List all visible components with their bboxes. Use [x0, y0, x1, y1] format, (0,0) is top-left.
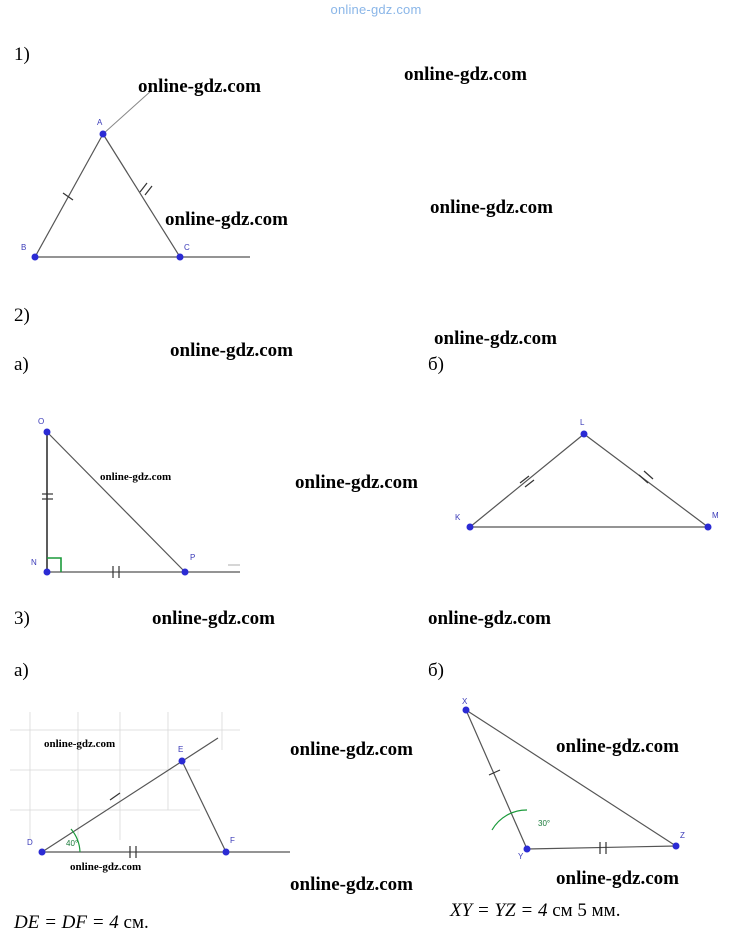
point-label-c: C: [184, 243, 190, 252]
point-label-e: E: [178, 745, 184, 754]
watermark-6: online-gdz.com: [434, 328, 557, 349]
point-label-m: M: [712, 511, 719, 520]
figure-1-triangle-abc: [0, 90, 260, 310]
angle-label-y: 30°: [538, 819, 551, 828]
figure-2b-triangle-klm: [440, 410, 720, 540]
point-label-d: D: [27, 838, 33, 847]
point-label-k: K: [455, 513, 461, 522]
task-2-part-b: б): [428, 354, 444, 375]
point-label-p: P: [190, 553, 196, 562]
point-label-x: X: [462, 697, 468, 706]
watermark-2: online-gdz.com: [404, 64, 527, 85]
watermark-1: online-gdz.com: [138, 76, 261, 97]
task-number-1: 1): [14, 44, 30, 65]
answer-a: [14, 912, 149, 934]
watermark-5: online-gdz.com: [170, 340, 293, 361]
answer-a-unit: см.: [123, 912, 149, 933]
point-label-z: Z: [680, 831, 685, 840]
watermark-15: online-gdz.com: [290, 874, 413, 895]
point-label-n: N: [31, 558, 37, 567]
task-2-part-a: а): [14, 354, 29, 375]
point-label-b: B: [21, 243, 27, 252]
answer-b-value: 4: [537, 900, 548, 921]
figure-3b-triangle-xyz: [440, 690, 700, 860]
watermark-4: online-gdz.com: [430, 197, 553, 218]
watermark-9: online-gdz.com: [152, 608, 275, 629]
angle-label-d: 40°: [66, 839, 79, 848]
point-label-o: O: [38, 417, 45, 426]
point-label-f: F: [230, 836, 235, 845]
figure-2a-triangle-onp: [0, 410, 250, 590]
figure-3a-triangle-def: [0, 690, 300, 880]
watermark-3: online-gdz.com: [165, 209, 288, 230]
point-label-a: A: [97, 118, 103, 127]
point-label-y: Y: [518, 852, 524, 861]
task-3-part-b: б): [428, 660, 444, 681]
watermark-10: online-gdz.com: [428, 608, 551, 629]
task-number-3: 3): [14, 608, 30, 629]
answer-a-expr: DE = DF =: [14, 912, 110, 933]
watermark-13: online-gdz.com: [556, 736, 679, 757]
watermark-8: online-gdz.com: [295, 472, 418, 493]
watermark-16: online-gdz.com: [556, 868, 679, 889]
answer-b-expr: XY = YZ =: [450, 900, 538, 921]
watermark-14: online-gdz.com: [70, 861, 142, 873]
answer-b-unit: см 5 мм.: [552, 900, 621, 921]
watermark-12: online-gdz.com: [290, 739, 413, 760]
watermark-7: online-gdz.com: [100, 471, 172, 483]
task-3-part-a: а): [14, 660, 29, 681]
point-label-l: L: [580, 418, 585, 427]
answer-a-value: 4: [109, 912, 119, 933]
task-number-2: 2): [14, 305, 30, 326]
site-watermark-top: online-gdz.com: [330, 2, 422, 17]
answer-b: [450, 900, 620, 922]
watermark-11: online-gdz.com: [44, 738, 116, 750]
